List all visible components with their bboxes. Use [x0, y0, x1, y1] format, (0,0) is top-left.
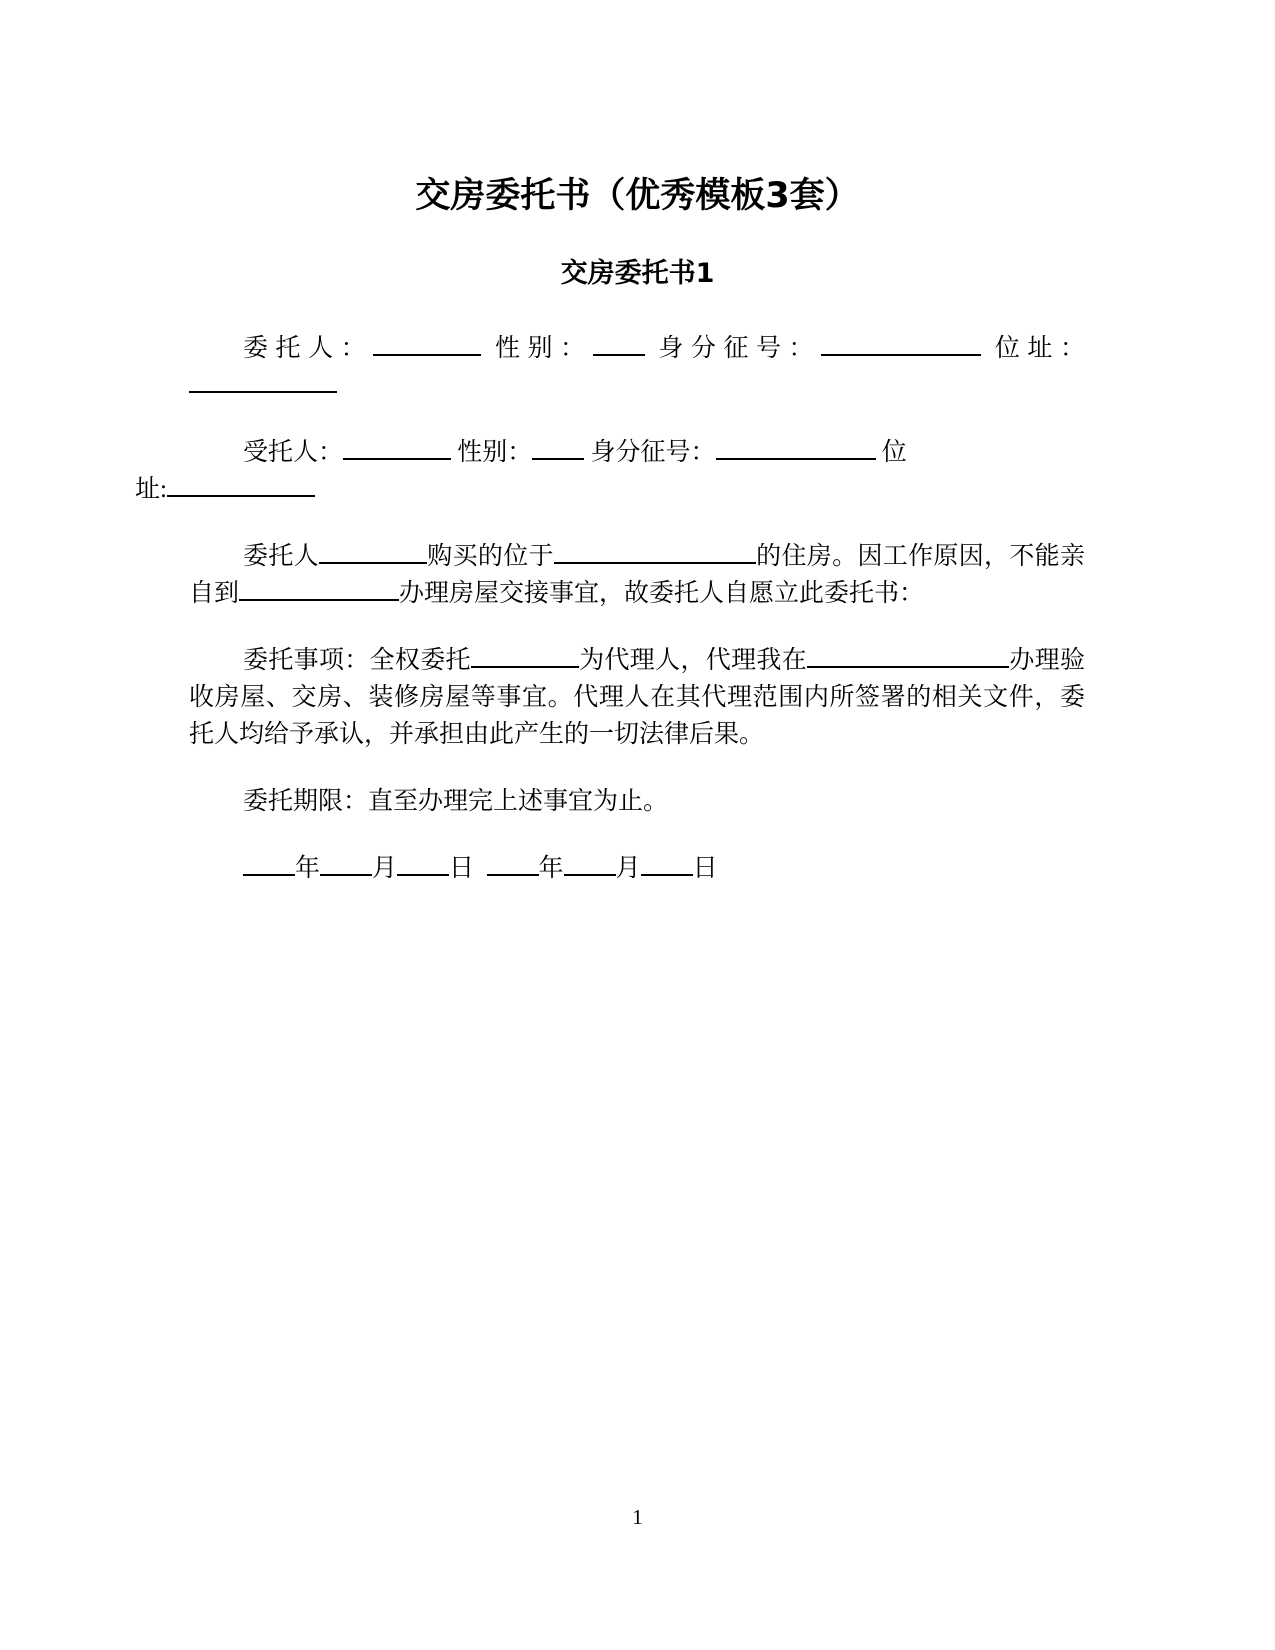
- day-blank-2: [641, 852, 693, 876]
- matters-paragraph: [189, 642, 1085, 753]
- proxy-place-blank: [807, 644, 1009, 668]
- term-paragraph: 委托期限：直至办理完上述事宜为止。: [243, 788, 669, 815]
- matters-text-1: 委托事项：全权委托: [243, 647, 471, 674]
- year-label: 年: [295, 855, 321, 882]
- place-blank: [239, 577, 399, 601]
- address-label: 位址：: [994, 335, 1085, 362]
- agent-gender-label: 性别：: [457, 439, 533, 466]
- month-blank: [320, 852, 372, 876]
- agent-gender-blank: [532, 436, 584, 460]
- day-label-2: 日: [692, 855, 718, 882]
- year-blank: [243, 852, 295, 876]
- agent-address-label-b: 址:: [135, 476, 167, 503]
- year-label-2: 年: [538, 855, 564, 882]
- gender-blank: [593, 332, 645, 356]
- document-body: [135, 330, 1085, 917]
- reason-text-3: 的住房。因工作原因，不能亲自到: [189, 543, 1085, 607]
- month-label: 月: [372, 855, 398, 882]
- matters-text-3: 办理验收房屋、交房、装修房屋等事宜。代理人在其代理范围内所签署的相关文件，委托人均给予承认，并承担由此产生的一切法律后果。: [189, 647, 1085, 748]
- reason-text-4: 办理房屋交接事宜，故委托人自愿立此委托书：: [399, 580, 925, 607]
- gender-label: 性别：: [494, 335, 593, 362]
- page-number: 1: [632, 1505, 643, 1529]
- address-blank: [189, 369, 337, 393]
- reason-text-2: 购买的位于: [426, 543, 554, 570]
- agent-name-blank: [343, 436, 451, 460]
- matters-text-2: 为代理人，代理我在: [578, 647, 808, 674]
- agent-label: 受托人：: [243, 439, 344, 466]
- agent-address-blank: [167, 473, 315, 497]
- proxy-name-blank: [471, 644, 579, 668]
- agent-id-blank: [716, 436, 876, 460]
- location-blank: [554, 540, 756, 564]
- id-number-label: 身分征号：: [658, 335, 822, 362]
- document-title: 交房委托书（优秀模板3套）: [415, 176, 860, 216]
- principal-name-blank: [373, 332, 481, 356]
- date-line: [189, 850, 1085, 887]
- id-number-blank: [821, 332, 981, 356]
- month-label-2: 月: [615, 855, 641, 882]
- principal-label: 委托人：: [243, 335, 374, 362]
- agent-paragraph: [135, 434, 1085, 508]
- year-blank-2: [487, 852, 539, 876]
- month-blank-2: [564, 852, 616, 876]
- day-blank: [397, 852, 449, 876]
- section-title: 交房委托书1: [560, 258, 715, 289]
- reason-paragraph: [189, 538, 1085, 612]
- day-label: 日: [449, 855, 475, 882]
- agent-address-label-a: 位: [881, 439, 907, 466]
- principal-paragraph: [189, 330, 1085, 404]
- buyer-blank: [319, 540, 427, 564]
- reason-text-1: 委托人: [243, 543, 319, 570]
- agent-id-label: 身分征号：: [590, 439, 716, 466]
